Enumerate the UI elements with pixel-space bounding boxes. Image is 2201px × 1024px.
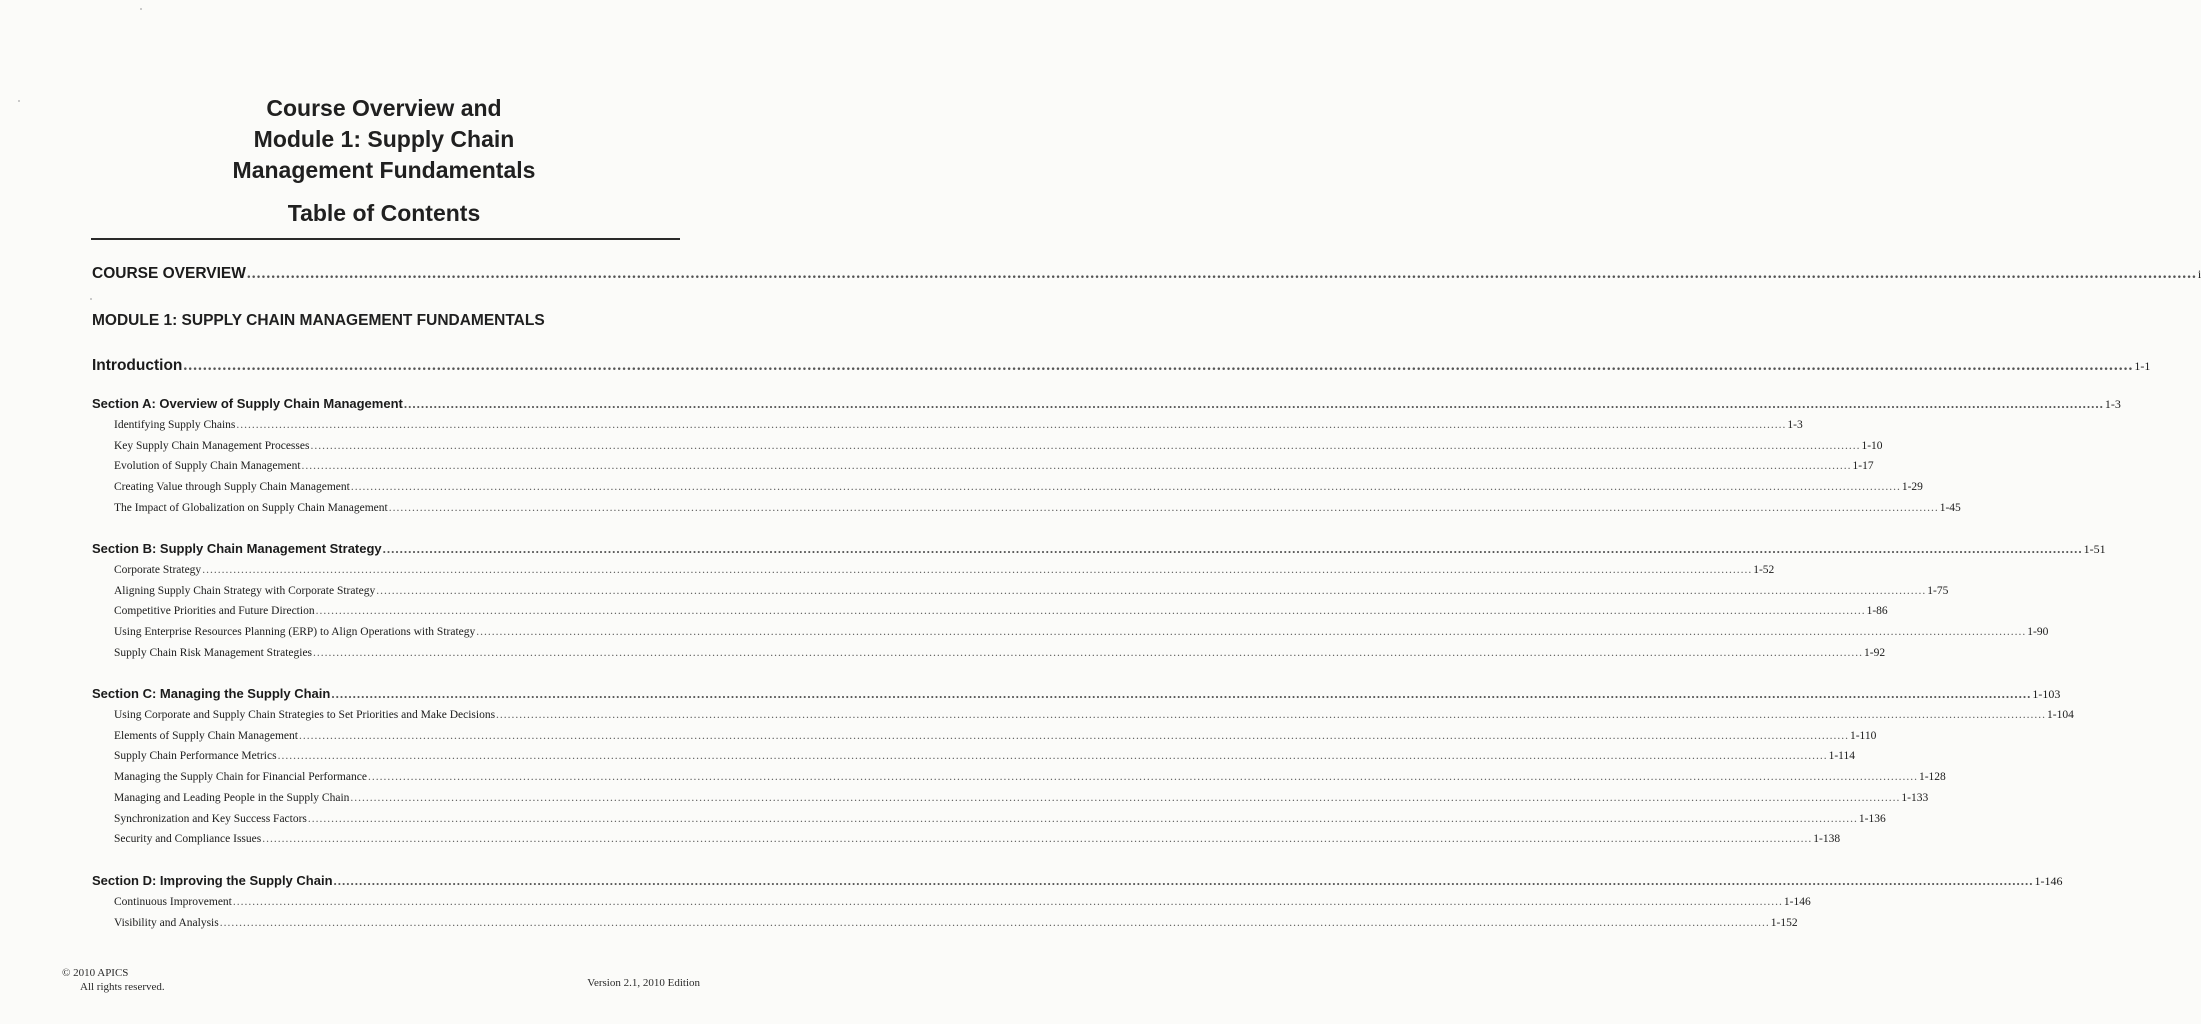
title-divider	[91, 238, 680, 240]
toc-item[interactable]	[114, 896, 1811, 908]
toc-item-label: Supply Chain Risk Management Strategies	[114, 646, 313, 659]
toc-item-page-number: 1-17	[1852, 460, 1874, 473]
toc-section-c-label: Section C: Managing the Supply Chain	[92, 686, 331, 701]
toc-item-label: Visibility and Analysis	[114, 916, 219, 929]
toc-item-label: Synchronization and Key Success Factors	[114, 812, 307, 825]
toc-item[interactable]	[114, 709, 2074, 721]
toc-section-d-label: Section D: Improving the Supply Chain	[92, 873, 333, 888]
toc-item-page-number: 1-45	[1939, 501, 1961, 514]
toc-item-page-number: 1-136	[1858, 812, 1886, 825]
toc-item-page-number: 1-146	[1783, 896, 1811, 908]
dot-leader: ................................................................................................................................................................................................................................................................................................................................................................................................................	[307, 812, 1858, 825]
dot-leader: ................................................................................................................................................................................................................................................................................................................................................................................................................	[313, 646, 1864, 659]
title-line-3: Management Fundamentals	[232, 157, 536, 183]
toc-item[interactable]	[114, 626, 2049, 639]
dot-leader: ................................................................................................................................................................................................................................................................................................................................................................................................................	[277, 750, 1828, 763]
toc-item[interactable]	[114, 750, 1855, 763]
dot-leader: ................................................................................................................................................................................................................................................................................................................................................................................................................	[388, 501, 1939, 514]
toc-course-overview-page-number: i	[2197, 267, 2201, 281]
dot-leader: ................................................................................................................................................................................................................................................................................................................................................................................................................	[219, 916, 1770, 929]
dot-leader: ................................................................................................................................................................................................................................................................................................................................................................................................................	[333, 873, 2034, 888]
toc-item[interactable]	[114, 791, 1929, 804]
toc-item[interactable]	[114, 771, 1946, 784]
toc-item[interactable]	[114, 833, 1841, 846]
dot-leader: ................................................................................................................................................................................................................................................................................................................................................................................................................	[331, 686, 2032, 701]
dot-leader: ................................................................................................................................................................................................................................................................................................................................................................................................................	[183, 357, 2134, 374]
toc-item[interactable]	[114, 460, 1874, 473]
toc-item[interactable]	[114, 439, 1883, 452]
version-label: Version 2.1, 2010 Edition	[587, 977, 700, 989]
toc-item-page-number: 1-3	[1787, 419, 1803, 431]
dot-leader: ................................................................................................................................................................................................................................................................................................................................................................................................................	[376, 584, 1927, 597]
toc-item-label: The Impact of Globalization on Supply Chain Management	[114, 501, 388, 514]
toc-introduction-label: Introduction	[92, 357, 183, 374]
toc-item[interactable]	[114, 564, 1775, 576]
toc-item-label: Security and Compliance Issues	[114, 833, 262, 846]
toc-section-a-label: Section A: Overview of Supply Chain Management	[92, 396, 403, 411]
dot-leader: ................................................................................................................................................................................................................................................................................................................................................................................................................	[301, 460, 1852, 473]
toc-section-b-label: Section B: Supply Chain Management Strategy	[92, 541, 382, 556]
toc-item[interactable]	[114, 584, 1949, 597]
toc-section-c-page-number: 1-103	[2032, 687, 2061, 701]
copyright-notice	[62, 966, 165, 994]
toc-introduction[interactable]	[92, 357, 2151, 375]
toc-item[interactable]	[114, 646, 1886, 659]
toc-item-label: Creating Value through Supply Chain Management	[114, 481, 350, 494]
toc-item-label: Continuous Improvement	[114, 896, 232, 908]
toc-section-d-page-number: 1-146	[2034, 874, 2063, 888]
toc-item-label: Supply Chain Performance Metrics	[114, 750, 277, 763]
toc-item-page-number: 1-52	[1753, 564, 1775, 576]
toc-item[interactable]	[114, 481, 1923, 494]
toc-section-a-page-number: 1-3	[2104, 397, 2121, 411]
toc-introduction-page-number: 1-1	[2134, 359, 2151, 373]
toc-item-label: Identifying Supply Chains	[114, 419, 236, 431]
dot-leader: ................................................................................................................................................................................................................................................................................................................................................................................................................	[350, 481, 1901, 494]
toc-section-a[interactable]	[92, 396, 2121, 412]
toc-item-label: Evolution of Supply Chain Management	[114, 460, 301, 473]
toc-section-c[interactable]	[92, 686, 2061, 702]
toc-item[interactable]	[114, 605, 1888, 618]
toc-item-page-number: 1-92	[1864, 646, 1886, 659]
toc-item-page-number: 1-114	[1828, 750, 1855, 763]
toc-item-page-number: 1-128	[1918, 771, 1946, 784]
dot-leader: ................................................................................................................................................................................................................................................................................................................................................................................................................	[403, 396, 2104, 411]
toc-item-label: Managing the Supply Chain for Financial Performance	[114, 771, 367, 784]
dot-leader: ................................................................................................................................................................................................................................................................................................................................................................................................................	[298, 729, 1849, 742]
toc-item[interactable]	[114, 916, 1798, 929]
dot-leader: ................................................................................................................................................................................................................................................................................................................................................................................................................	[246, 265, 2197, 282]
toc-item-page-number: 1-75	[1927, 584, 1949, 597]
toc-item-page-number: 1-90	[2027, 626, 2049, 639]
toc-section-b[interactable]	[92, 541, 2106, 557]
toc-item-page-number: 1-110	[1849, 729, 1877, 742]
toc-item-page-number: 1-138	[1813, 833, 1841, 846]
toc-item-page-number: 1-29	[1901, 481, 1923, 494]
copyright-line: © 2010 APICS	[62, 967, 129, 979]
dot-leader: ................................................................................................................................................................................................................................................................................................................................................................................................................	[310, 439, 1861, 452]
dot-leader: ................................................................................................................................................................................................................................................................................................................................................................................................................	[202, 564, 1753, 576]
document-title	[0, 93, 768, 229]
toc-item-page-number: 1-10	[1861, 439, 1883, 452]
toc-heading: Table of Contents	[287, 200, 481, 226]
toc-course-overview-label: COURSE OVERVIEW	[92, 265, 246, 282]
dot-leader: ................................................................................................................................................................................................................................................................................................................................................................................................................	[262, 833, 1813, 846]
module-heading: MODULE 1: SUPPLY CHAIN MANAGEMENT FUNDAMENTALS	[92, 312, 545, 329]
toc-item-label: Competitive Priorities and Future Direction	[114, 605, 315, 618]
dot-leader: ................................................................................................................................................................................................................................................................................................................................................................................................................	[232, 896, 1783, 908]
dot-leader: ................................................................................................................................................................................................................................................................................................................................................................................................................	[350, 791, 1901, 804]
dot-leader: ................................................................................................................................................................................................................................................................................................................................................................................................................	[315, 605, 1866, 618]
dot-leader: ................................................................................................................................................................................................................................................................................................................................................................................................................	[476, 626, 2027, 639]
toc-section-d[interactable]	[92, 873, 2063, 889]
toc-item-label: Managing and Leading People in the Supply Chain	[114, 791, 350, 804]
title-line-1: Course Overview and	[266, 95, 502, 121]
title-line-2: Module 1: Supply Chain	[253, 126, 515, 152]
toc-course-overview[interactable]	[92, 265, 2201, 283]
toc-item-label: Key Supply Chain Management Processes	[114, 439, 310, 452]
toc-item-label: Elements of Supply Chain Management	[114, 729, 298, 742]
rights-line: All rights reserved.	[80, 981, 165, 993]
toc-item-label: Aligning Supply Chain Strategy with Corporate Strategy	[114, 584, 376, 597]
toc-section-b-page-number: 1-51	[2083, 542, 2106, 556]
toc-item-page-number: 1-104	[2047, 709, 2074, 721]
toc-item[interactable]	[114, 419, 1803, 431]
toc-item-page-number: 1-133	[1901, 791, 1929, 804]
toc-item-page-number: 1-86	[1866, 605, 1888, 618]
dot-leader: ................................................................................................................................................................................................................................................................................................................................................................................................................	[367, 771, 1918, 784]
toc-item-label: Corporate Strategy	[114, 564, 202, 576]
toc-item-page-number: 1-152	[1770, 916, 1798, 929]
toc-item-label: Using Enterprise Resources Planning (ERP) to Align Operations with Strategy	[114, 626, 476, 639]
toc-item[interactable]	[114, 501, 1961, 514]
dot-leader: ................................................................................................................................................................................................................................................................................................................................................................................................................	[236, 419, 1787, 431]
dot-leader: ................................................................................................................................................................................................................................................................................................................................................................................................................	[382, 541, 2083, 556]
dot-leader: ................................................................................................................................................................................................................................................................................................................................................................................................................	[496, 709, 2047, 721]
toc-item-label: Using Corporate and Supply Chain Strategies to Set Priorities and Make Decisions	[114, 709, 496, 721]
toc-item[interactable]	[114, 729, 1877, 742]
toc-item[interactable]	[114, 812, 1886, 825]
